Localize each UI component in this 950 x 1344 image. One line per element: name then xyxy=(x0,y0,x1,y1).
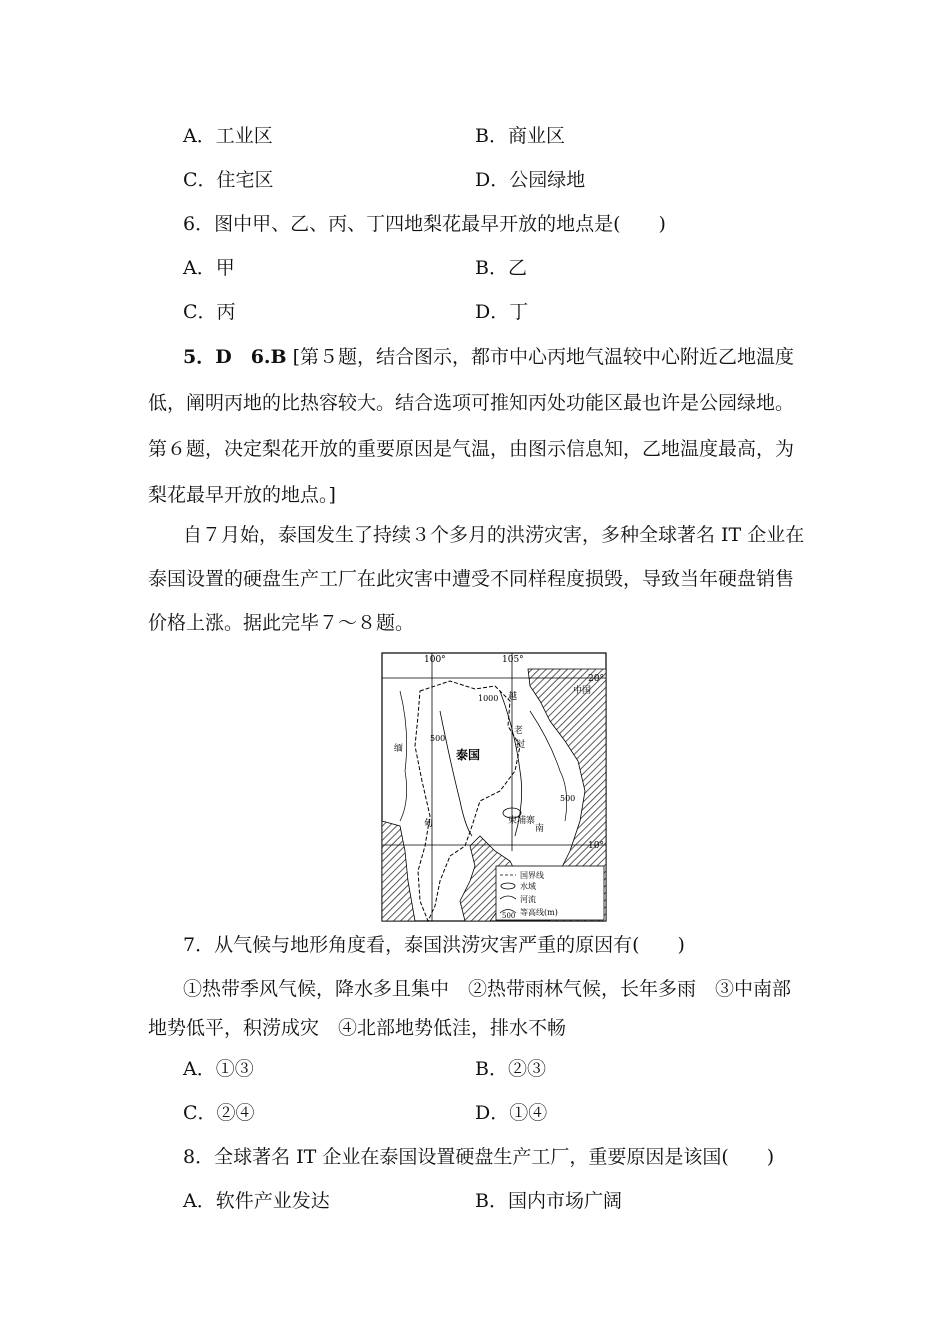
thailand-map xyxy=(380,651,608,923)
label-cambodia: 柬埔寨 xyxy=(508,816,536,826)
answer-line-3: 第６题，决定梨花开放的重要原因是气温，由图示信息知，乙地温度最高，为 xyxy=(148,438,795,460)
contour-label-500b: 500 xyxy=(560,794,576,803)
q6-option-b: B．乙 xyxy=(475,257,527,279)
intro-line-2: 泰国设置的硬盘生产工厂在此灾害中遭受不同样程度损毁，导致当年硬盘销售 xyxy=(148,568,795,590)
q7-option-b: B．②③ xyxy=(475,1058,546,1080)
q5-option-d: D．公园绿地 xyxy=(475,169,586,191)
answer-line-2: 低，阐明丙地的比热容较大。结合选项可推知丙处功能区最也许是公园绿地。 xyxy=(148,392,795,414)
answer-line-1 xyxy=(183,345,843,369)
lat-label-20: 20° xyxy=(588,674,604,684)
q8-stem: 8．全球著名 IT 企业在泰国设置硬盘生产工厂，重要原因是该国( ) xyxy=(183,1146,775,1168)
lon-label-100: 100° xyxy=(424,655,446,665)
answer-text-1: [第５题，结合图示，都市中心丙地气温较中心附近乙地温度 xyxy=(292,346,795,368)
q8-option-a: A．软件产业发达 xyxy=(183,1190,330,1212)
legend-river: 河流 xyxy=(520,895,536,904)
q7-statements-2: 地势低平，积涝成灾 ④北部地势低洼，排水不畅 xyxy=(148,1017,567,1039)
q5-option-b: B．商业区 xyxy=(475,125,565,147)
contour-label-1000: 1000 xyxy=(478,694,499,703)
q6-stem: 6．图中甲、乙、丙、丁四地梨花最早开放的地点是( ) xyxy=(183,213,666,235)
q5-option-c: C．住宅区 xyxy=(183,169,274,191)
answer-key: 5．D 6.B xyxy=(183,346,287,368)
legend-border: 国界线 xyxy=(520,871,544,880)
legend-contour: 等高线(m) xyxy=(520,908,558,917)
q6-option-c: C．丙 xyxy=(183,301,236,323)
q7-option-d: D．①④ xyxy=(475,1102,548,1124)
q6-option-a: A．甲 xyxy=(183,257,235,279)
q7-option-c: C．②④ xyxy=(183,1102,255,1124)
q6-option-d: D．丁 xyxy=(475,301,529,323)
q7-statements-1: ①热带季风气候，降水多且集中 ②热带雨林气候，长年多雨 ③中南部 xyxy=(183,978,792,1000)
lon-label-105: 105° xyxy=(502,655,524,665)
q7-stem: 7．从气候与地形角度看，泰国洪涝灾害严重的原因有( ) xyxy=(183,934,685,956)
legend-water: 水域 xyxy=(520,882,536,891)
lat-label-10: 10° xyxy=(588,841,604,851)
q7-option-a: A．①③ xyxy=(183,1058,254,1080)
label-nan: 南 xyxy=(535,824,545,834)
intro-line-3: 价格上涨。据此完毕７～８题。 xyxy=(148,612,415,634)
q5-option-a: A．工业区 xyxy=(183,125,273,147)
answer-line-4: 梨花最早开放的地点。] xyxy=(148,484,336,506)
label-yue: 越 xyxy=(508,692,518,702)
contour-label-500a: 500 xyxy=(430,734,446,743)
label-thailand: 泰国 xyxy=(456,748,481,762)
legend-500: 500 xyxy=(502,912,516,920)
label-dian2: 甸 xyxy=(424,819,434,829)
label-dian: 缅 xyxy=(394,744,404,754)
label-china: 中国 xyxy=(573,686,592,696)
q8-option-b: B．国内市场广阔 xyxy=(475,1190,622,1212)
label-wo: 挝 xyxy=(516,740,526,750)
label-lao: 老 xyxy=(514,726,524,736)
intro-line-1: 自７月始，泰国发生了持续３个多月的洪涝灾害，多种全球著名 IT 企业在 xyxy=(183,524,805,546)
